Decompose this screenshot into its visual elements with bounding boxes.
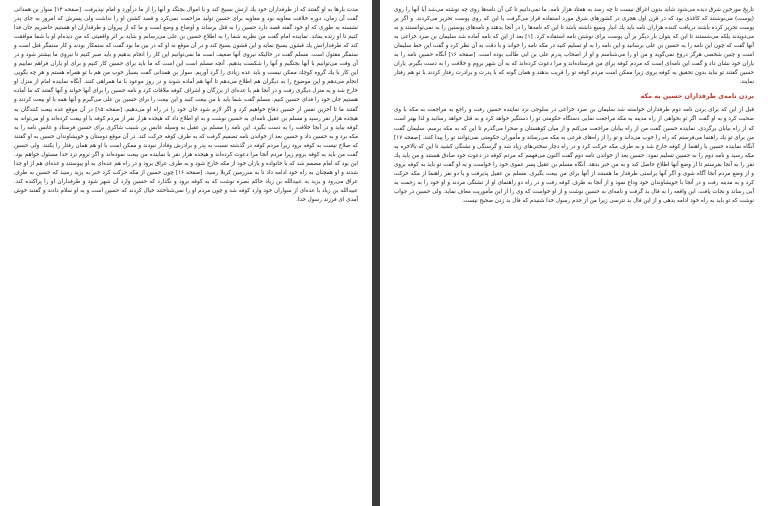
page-gutter [372,0,380,506]
left-page [0,0,372,506]
right-page [380,0,768,506]
right-page-paragraph: قبل از اين كه براى بردن نامه دوم طرفداران خواسته شد سليمان بن صرد خزاعى در سلوجى نزد نماينده حسين رفت و راجع به مراجعت به مكه با وى صحبت كرد و به او گفت اگر تو بخواهى از راه مدينه به مكه مراجعت نمايى دستگاه حكومتى تو را دستگير خواهد كرد و به قتل خواهد رسانيد و لذا بهتر است كه از راه بيابان برگردى. نماينده حسين گفت من از راه بيابان مراجعت مى‌كنم و از ميان كوهستان و صحرا مى‌گذرم تا اين كه به مكه برسم. سليمان گفت من براى تو يك راهنما مى‌فرستم كه راه را خوب مى‌داند و تو را از راه‌هاى فرعى به مكه مى‌رساند و مأموران حكومتى نمى‌توانند تو را پيدا كنند. [صفحه ۱۷] آنگاه نماينده حسين با راهنما از كوفه خارج شد و به طرف مكه حركت كرد و در راه دچار سختى‌هاى زياد شد و گرسنگى و تشنگى كشيد تا اين كه بالاخره به مكه رسيد و نامه دوم را به حسين تسليم نمود. حسين بعد از خواندن نامه دوم گفت اكنون مى‌فهمم كه مردم كوفه در دعوت خود صادق هستند و من بايد يك نفر را به آنجا بفرستم تا از وضع آنها اطلاع حاصل كند و به من خبر بدهد. آنگاه مسلم بن عقيل پسر عموى خود را خواست و به او گفت تو بايد به كوفه بروى و از وضع مردم آنجا آگاه شوى و اگر آنها براستى طرفدار ما هستند از آنها براى من بيعت بگيرى. مسلم بن عقيل پذيرفت و با دو نفر راهنما از مكه حركت كرد و به مدينه رفت و در آنجا با خويشاوندان خود وداع نمود و از آنجا به طرف كوفه رفت و در راه دو راهنماى او از تشنگى مردند و او خود را به زحمت به آبى رساند و نجات يافت. اين واقعه را به فال بد گرفت و نامه‌اى به حسين نوشت و از او خواست كه وى را از اين مأموريت معاف نمايد. ولى حسين در جواب نوشت كه تو بايد به راه خود ادامه بدهى و از اين فال بد نترسى زيرا من از جدم رسول خدا شنيدم كه فال بد زدن صحيح نيست. [394,107,754,204]
left-page-paragraph: مدت بارها به او گفتند كه از طرفداران خود يك ارتش بسيج كند و با اموال بجنگد و آنها را از ما درآورد و امام نپذيرفت. [صفحه ۱۴] سوار بن همدانى گفت آن زمان، دوره خلافت معاويه بود و معاويه براى حسين توليد مزاحمت نمى‌كرد و قصد كشتن او را نداشت ولى پسرش كه امروز به جاى پدر نشسته به طورى كه او خود گفته قصد دارد حسين را به قتل برساند و اوضاع و وضع است و ما كه از پيروان و طرفداران او هستيم حاضريم جان فدا كنيم تا او زنده بماند. نماينده امام گفت من نظريه شما را به اطلاع حسين بن على مى‌رسانم و شايد بر اثر واقعيتى كه من ديده‌ام او با شما موافقت كند كه طرفدارانش يك قشون بسيج نمايد و اين قشون بسيج كند و در آن موقع نه او كه در بين ما بود گفت كه ستمكار بودند و كار ستمگر قتل است و ستمگر مقتول است. مسلم گفت در حاليكه نيروى آنها ضعيف است ما نمى‌توانيم اين كار را انجام بدهيم و بايد صبر كنيم تا نيروى ما بيشتر شود و در آن وقت مى‌توانيم با آنها بجنگيم و آنها را شكست بدهيم. آنچه مسلم است اين است كه ما بايد براى حسين كار كنيم و براى او ياران فراهم نماييم و اين كار با يك گروه كوچك ممكن نيست و بايد عده زيادى را گرد آوريم. سوار بن همدانى گفت بسيار خوب من هم با تو همراه هستم و هر چه بگويى انجام مى‌دهم و اين موضوع را به ديگران هم اطلاع مى‌دهم تا آنها هم آماده شوند و در روز موعود با ما همراهى كنند. آنگاه نماينده امام از منزل او خارج شد و به منزل ديگرى رفت و در آنجا هم با عده‌اى از بزرگان و اشراف كوفه ملاقات كرد و نامه حسين را براى آنها خواند و آنها گفتند كه ما آماده هستيم جان خود را فداى حسين كنيم. مسلم گفت شما بايد با من بيعت كنيد و اين بيعت را براى حسين بن على مى‌گيرم و آنها همه با او بيعت كردند و گفتند ما تا آخرين نفس از حسين دفاع خواهيم كرد و اگر لازم شود جان خود را در راه او مى‌دهيم. [صفحه ۱۵] در آن موقع عده بيعت كنندگان به هيجده هزار نفر رسيد و مسلم بن عقيل نامه‌اى به حسين نوشت و به او اطلاع داد كه هيجده هزار نفر از مردم كوفه با او بيعت كرده‌اند و او مى‌تواند به كوفه بيايد و در آنجا خلافت را به دست بگيرد. اين نامه را مسلم بن عقيل به وسيله عابس بن شبيب شاكرى براى حسين فرستاد و عابس نامه را به مكه برد و به حسين داد و حسين بعد از خواندن نامه تصميم گرفت كه به طرف كوفه حركت كند. در آن موقع دوستان و خويشاوندان حسين به او گفتند كه صلاح نيست به كوفه برود زيرا مردم كوفه در گذشته نسبت به پدر و برادرش وفادار نبودند و ممكن است با او هم همان رفتار را بكنند. ولى حسين گفت من بايد به كوفه بروم زيرا مردم آنجا مرا دعوت كرده‌اند و هيجده هزار نفر با نماينده من بيعت نموده‌اند و اگر نروم نزد خدا مسئول خواهم بود. اين بود كه امام مصمم شد كه با خانواده و ياران خود از مكه خارج شود و به طرف عراق برود و در راه هم عده‌اى به او پيوستند و عده‌اى هم از او جدا شدند و او همچنان به راه خود ادامه داد تا به سرزمين كربلا رسيد. [صفحه ۱۶] چون حسين از مكه حركت كرد خبر به يزيد رسيد كه حسين به طرف عراق مى‌رود و يزيد به عبيدالله بن زياد حاكم بصره نوشت كه به كوفه برود و نگذارد كه حسين وارد آن شهر شود و طرفداران او را پراكنده كند. عبيدالله بن زياد با عده‌اى از سواران خود وارد كوفه شد و چون مردم او را نمى‌شناختند خيال كردند كه حسين است و به او سلام دادند و گفتند خوش آمدى اى فرزند رسول خدا. [14,7,358,203]
right-page-paragraph: تاريخ مورخين شرق ديده مى‌شود شايد بدون اغراق نيست تا چه رسد به هفتاد هزار نامه. ما نمى‌دانيم تا كى آن نامه‌ها روى چه نوشته مى‌شد آيا آنها را روى (پوست) مى‌نوشتند كه كاغذى بود كه در قرن اول هجرى در كشورهاى شرق مورد استفاده قرار مى‌گرفت يا اين كه روى پوست تحرير مى‌كردند. و اگر بر پوست تحرير كرده باشند دريافت كننده هزاران نامه بايد يك انبار وسيع داشته باشد تا اين كه نامه‌ها را در آنجا بدهند و نامه‌هاى پوستين را به نمى‌توانستند و نه مى‌دويدند بلكه مى‌شستند تا اين كه بتوان بار ديگر بر آن پوست براى نوشتن نامه استفاده كرد. [۱] بعد از اين كه نامه آماده شد سليمان بن صرد خزاعى به آنها گفت كه چون اين نامه را به حسين بن على برسانيد و اين نامه را به او تسليم كنيد در مكه نامه را خواند و با دقت به آن نظر كرد و گفت اين خط سليمان است و چنين شخصى هرگز دروغ نمى‌گويد و من او را مى‌شناسم و او از اصحاب پدرم على بن ابى طالب بوده است. [صفحه ۱۶] آنگاه حسين نامه را به ياران خود نشان داد و گفت اين نامه‌اى است كه مردم كوفه براى من فرستاده‌اند و مرا دعوت كرده‌اند كه به آن شهر بروم و خلافت را به دست بگيرم. ياران حسين گفتند تو نبايد بدون تحقيق به كوفه بروى زيرا ممكن است مردم كوفه تو را فريب بدهند و همان گونه كه با پدرت و برادرت رفتار كردند با تو هم رفتار نمايند. [394,7,754,86]
section-heading: بردن نامه‌ى طرفداران حسين به مكه [640,92,754,101]
